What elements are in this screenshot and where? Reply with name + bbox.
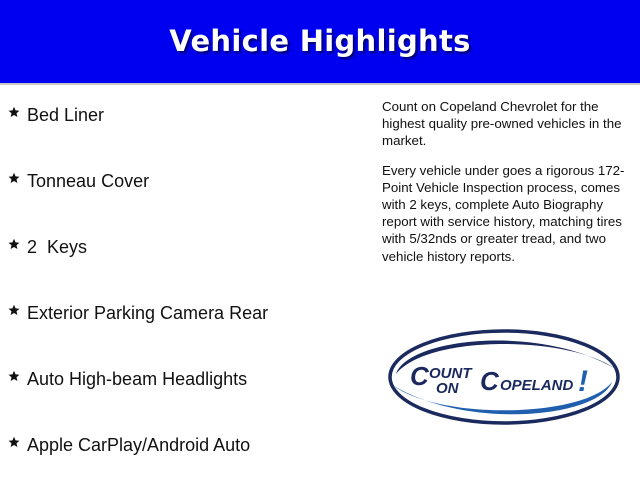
count-on-copeland-logo: [388, 328, 620, 426]
star-icon: [8, 238, 20, 250]
feature-item: [8, 298, 268, 328]
logo-count-initial: C: [410, 361, 429, 391]
logo-word-copeland: OPELAND: [500, 377, 574, 394]
feature-item: [8, 430, 250, 460]
info-paragraph: Every vehicle under goes a rigorous 172-Point Vehicle Inspection process, comes with 2 keys, complete Auto Biography report with service history, matching tires with 5/32nds or greater tread, and two vehicle history reports.: [382, 162, 625, 264]
star-icon: [8, 106, 20, 118]
logo-copeland-initial: C: [480, 366, 499, 396]
page-title: Vehicle Highlights: [169, 23, 471, 58]
star-icon: [8, 304, 20, 316]
feature-label: Exterior Parking Camera Rear: [27, 302, 269, 323]
feature-item: [8, 166, 149, 196]
info-paragraph: Count on Copeland Chevrolet for the highest quality pre-owned vehicles in the market.: [382, 99, 622, 149]
feature-label: 2 Keys: [27, 236, 88, 257]
feature-item: [8, 364, 247, 394]
logo-exclaim: !: [578, 365, 588, 398]
header-banner: [0, 0, 640, 85]
star-icon: [8, 370, 20, 382]
feature-label: Bed Liner: [27, 104, 105, 125]
feature-item: [8, 100, 104, 130]
star-icon: [8, 436, 20, 448]
feature-label: Auto High-beam Headlights: [27, 368, 248, 389]
star-icon: [8, 172, 20, 184]
feature-label: Apple CarPlay/Android Auto: [27, 434, 251, 455]
logo-word-on: ON: [436, 380, 459, 397]
dealer-info: [382, 98, 634, 277]
logo-word-count: OUNT: [429, 365, 472, 382]
feature-label: Tonneau Cover: [27, 170, 150, 191]
feature-item: [8, 232, 87, 262]
